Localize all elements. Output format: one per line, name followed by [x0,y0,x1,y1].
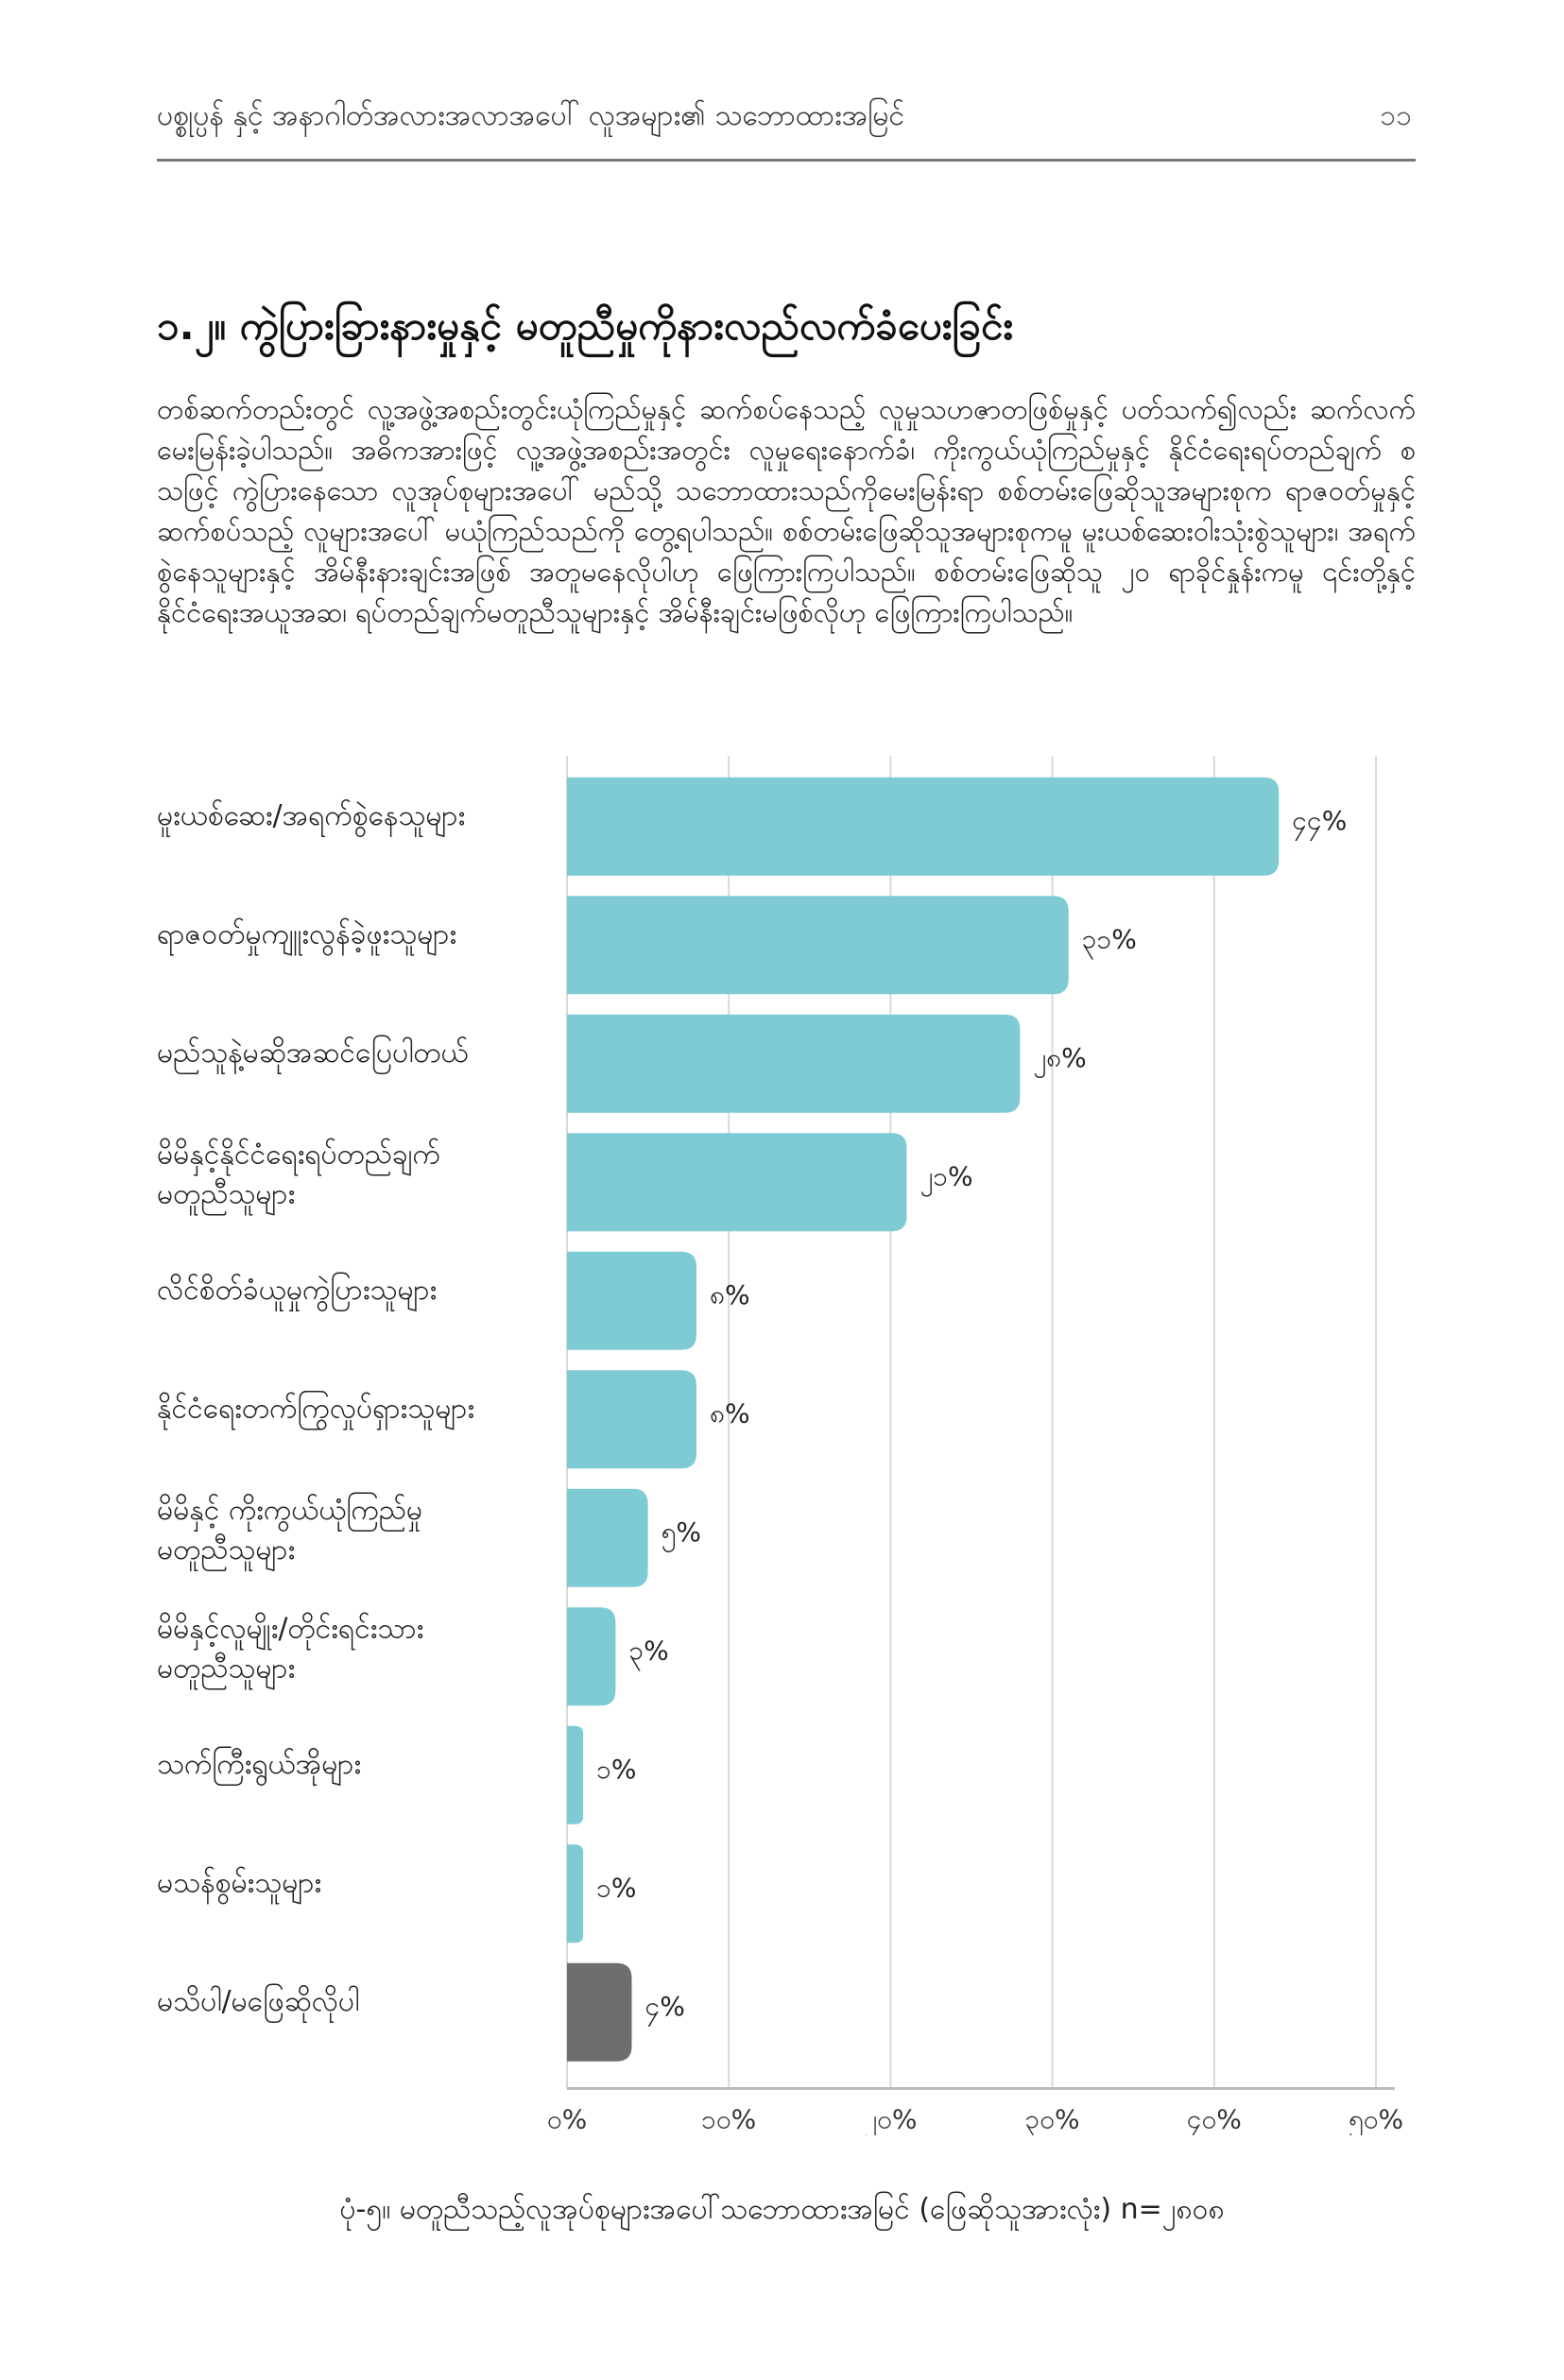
bar [567,778,1279,876]
chart-axis [547,2089,1403,2136]
bar [567,1015,1020,1113]
bar-value-label: ၄၄% [1292,804,1348,836]
bar [567,1252,696,1350]
header-title: ပစ္စုပ္ပန် နှင့် အနာဂါတ်အလားအလာအပေါ် လူအများ၏ သဘောထားအမြင် [157,99,905,132]
category-label: နိုင်ငံရေးတက်ကြွလှုပ်ရှားသူများ [157,1392,475,1426]
x-tick-label: ၂၀% [864,2103,918,2135]
bar-value-label: ၈% [709,1397,750,1430]
bar [567,896,1069,994]
bar-value-label: ၃၁% [1081,923,1137,955]
bar-value-label: ၈% [709,1278,750,1310]
bar-value-label: ၄% [645,1990,685,2022]
page-header [157,93,1416,162]
x-tick-label: ၁၀% [701,2103,757,2135]
page-number: ၁၁ [1380,99,1412,132]
bar-value-label: ၁% [596,1872,637,1904]
category-label: မိမိနှင့်လူမျိုး/တိုင်းရင်းသားမတူညီသူများ [157,1612,424,1686]
bar [567,1844,583,1943]
category-label: မသန်စွမ်းသူများ [157,1866,322,1900]
bar-value-label: ၂၈% [1033,1041,1087,1073]
x-tick-label: ၃၀% [1024,2103,1080,2135]
bar-chart [0,737,1564,2135]
category-label: ရာဇဝတ်မှုကျူးလွန်ခဲ့ဖူးသူများ [157,917,457,951]
bar [567,1963,631,2062]
body-paragraph: တစ်ဆက်တည်းတွင် လူ့အဖွဲ့အစည်းတွင်းယုံကြည်မှုနှင့် ဆက်စပ်နေသည့် လူမှုသဟဇာတဖြစ်မှုနှင့် ပတ်သက်၍လည်း ဆက်လက် မေးမြန်းခဲ့ပါသည်။ အဓိကအားဖြင့် လူ့အဖွဲ့အစည်းအတွင်း လူမှုရေးနောက်ခံ၊ ကိုးကွယ်ယုံကြည်မှုနှင့် နိုင်ငံရေးရပ်တည်ချက် စသဖြင့် ကွဲပြားနေသော လူအုပ်စုများအပေါ် မည်သို့ သဘောထားသည်ကိုမေးမြန်းရာ စစ်တမ်းဖြေဆိုသူအများစုက ရာဇဝတ်မှုနှင့်ဆက်စပ်သည့် လူများအပေါ် မယုံကြည်သည်ကို တွေ့ရပါသည်။ စစ်တမ်းဖြေဆိုသူအများစုကမူ မူးယစ်ဆေးဝါးသုံးစွဲသူများ၊ အရက်စွဲနေသူများနှင့် အိမ်နီးနားချင်းအဖြစ် အတူမနေလိုပါဟု ဖြေကြားကြပါသည်။ စစ်တမ်းဖြေဆိုသူ ၂၀ ရာခိုင်နှုန်းကမူ ၎င်းတို့နှင့် နိုင်ငံရေးအယူအဆ၊ ရပ်တည်ချက်မတူညီသူများနှင့် အိမ်နီးချင်းမဖြစ်လိုဟု ဖြေကြားကြပါသည်။ [157,393,1416,628]
x-tick-label: ၄၀% [1186,2103,1242,2135]
bar-value-label: ၂၁% [919,1160,973,1192]
bar-value-label: ၃% [628,1635,669,1667]
bar [567,1607,615,1705]
bar [567,1726,583,1824]
bar [567,1133,907,1231]
category-label: မိမိနှင့်နိုင်ငံရေးရပ်တည်ချက်မတူညီသူများ [157,1138,440,1211]
bar [567,1370,696,1468]
x-tick-label: ၀% [546,2103,588,2135]
category-label: မိမိနှင့် ကိုးကွယ်ယုံကြည်မှုမတူညီသူများ [157,1493,423,1567]
bar-value-label: ၁% [596,1753,637,1785]
category-label: သက်ကြီးရွယ်အိုများ [157,1747,362,1781]
category-label: လိင်စိတ်ခံယူမှုကွဲပြားသူများ [157,1273,438,1307]
category-label: မည်သူနဲ့မဆိုအဆင်ပြေပါတယ် [157,1036,469,1070]
figure-caption: ပုံ-၅။ မတူညီသည့်လူအုပ်စုများအပေါ်သဘောထားအမြင် (ဖြေဆိုသူအားလုံး) n=၂၈၀၈ [339,2193,1225,2226]
x-tick-label: ၅၀% [1348,2103,1404,2135]
section-heading: ၁.၂။ ကွဲပြားခြားနားမှုနှင့် မတူညီမှုကိုနားလည်လက်ခံပေးခြင်း [157,302,1013,349]
category-label: မသိပါ/မဖြေဆိုလိုပါ [157,1984,360,2018]
category-label: မူးယစ်ဆေး/အရက်စွဲနေသူများ [157,798,466,832]
chart-bars [567,778,1279,2062]
bar-value-label: ၅% [661,1515,701,1548]
bar [567,1489,648,1587]
